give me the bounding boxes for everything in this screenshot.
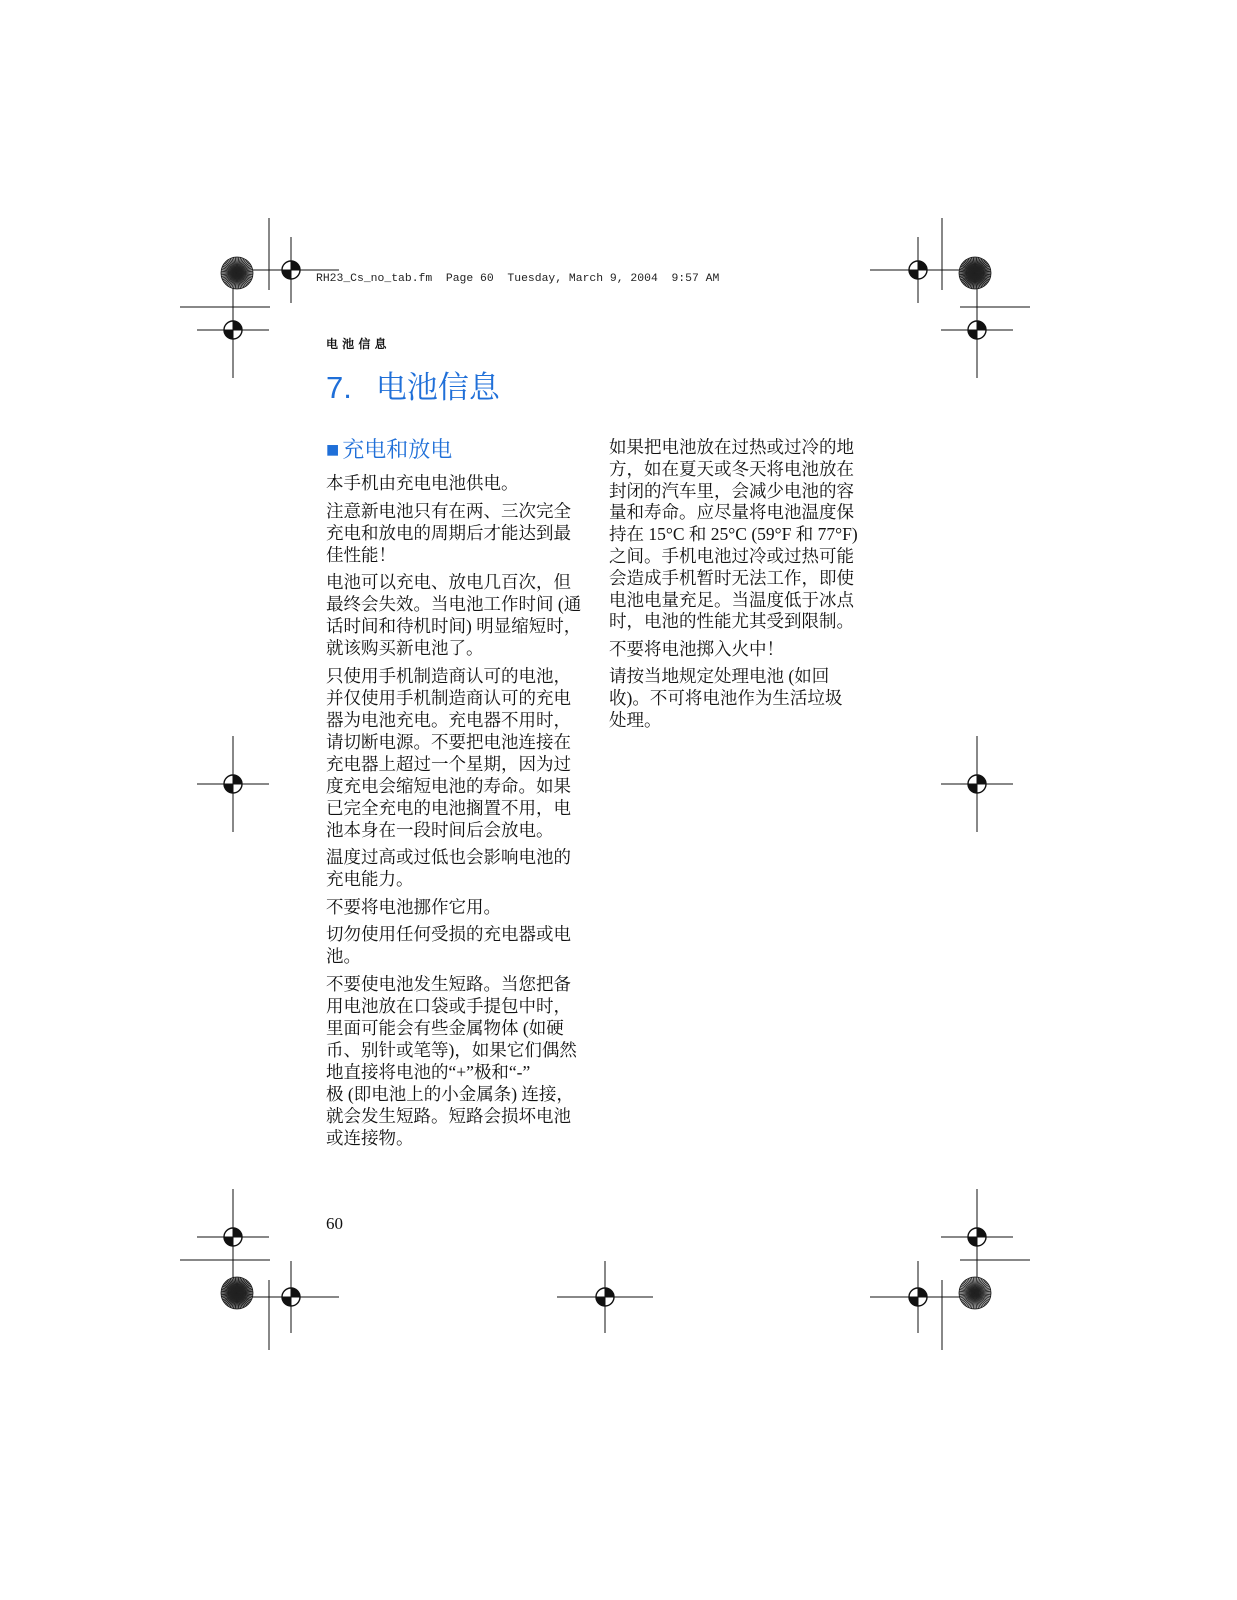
starburst-target-icon bbox=[221, 1277, 253, 1309]
registration-target-icon bbox=[197, 282, 269, 378]
paragraph bbox=[609, 666, 881, 731]
paragraph-line: 充电能力。 bbox=[326, 869, 414, 889]
registration-target-icon bbox=[197, 1189, 269, 1285]
paragraph-line: 会造成手机暂时无法工作，即使 bbox=[609, 567, 854, 588]
paragraph-line: 切勿使用任何受损的充电器或电 bbox=[326, 924, 571, 944]
paragraph-line: 话时间和待机时间) 明显缩短时， bbox=[326, 616, 582, 636]
paragraph-line: 充电器上超过一个星期，因为过 bbox=[326, 753, 571, 774]
paragraph-line: 就会发生短路。短路会损坏电池 bbox=[326, 1105, 571, 1126]
starburst-target-icon bbox=[221, 257, 253, 289]
paragraph-line: 温度过高或过低也会影响电池的 bbox=[326, 847, 571, 867]
paragraph-line: 如果把电池放在过热或过冷的地 bbox=[609, 437, 854, 457]
paragraph bbox=[326, 896, 598, 918]
registration-target-icon bbox=[197, 736, 269, 832]
paragraph-line: 已完全充电的电池搁置不用，电 bbox=[326, 797, 571, 818]
paragraph-line: 度充电会缩短电池的寿命。如果 bbox=[326, 775, 571, 796]
paragraph-line: 器为电池充电。充电器不用时， bbox=[326, 709, 571, 730]
paragraph bbox=[609, 437, 881, 633]
chapter-title-text: 电池信息 bbox=[375, 370, 500, 405]
paragraph-line: 池。 bbox=[326, 946, 361, 966]
paragraph-line: 不要将电池掷入火中！ bbox=[609, 638, 784, 659]
paragraph-line: 用电池放在口袋或手提包中时， bbox=[326, 995, 571, 1016]
paragraph-line: 地直接将电池的“+”极和“-” bbox=[326, 1061, 531, 1082]
paragraph bbox=[326, 472, 598, 494]
paragraph-line: 充电和放电的周期后才能达到最 bbox=[326, 522, 571, 543]
registration-target-icon bbox=[243, 237, 339, 303]
paragraph-line: 注意新电池只有在两、三次完全 bbox=[326, 500, 571, 521]
paragraph-line: 时，电池的性能尤其受到限制。 bbox=[609, 611, 854, 632]
page-number: 60 bbox=[326, 1214, 343, 1233]
paragraph-line: 里面可能会有些金属物体 (如硬 bbox=[326, 1017, 564, 1038]
section-title: 充电和放电 bbox=[342, 437, 453, 462]
registration-target-icon bbox=[941, 736, 1013, 832]
paragraph-line: 不要使电池发生短路。当您把备 bbox=[326, 973, 571, 994]
chapter-title bbox=[326, 368, 500, 408]
registration-target-icon bbox=[941, 282, 1013, 378]
registration-target-icon bbox=[243, 1261, 339, 1333]
paragraph-line: 量和寿命。应尽量将电池温度保 bbox=[609, 502, 854, 523]
section-marker-icon: ■ bbox=[326, 437, 340, 462]
left-column bbox=[326, 472, 598, 1154]
paragraph bbox=[326, 665, 598, 841]
paragraph-line: 就该购买新电池了。 bbox=[326, 638, 484, 658]
right-column bbox=[609, 437, 881, 737]
paragraph-line: 处理。 bbox=[609, 709, 662, 730]
paragraph-line: 或连接物。 bbox=[326, 1127, 414, 1148]
starburst-target-icon bbox=[959, 1277, 991, 1309]
paragraph-line: 电池电量充足。当温度低于冰点 bbox=[609, 589, 854, 610]
paragraph-line: 之间。手机电池过冷或过热可能 bbox=[609, 545, 854, 566]
paragraph-line: 极 (即电池上的小金属条) 连接， bbox=[326, 1083, 574, 1104]
paragraph-line: 持在 15°C 和 25°C (59°F 和 77°F) bbox=[609, 524, 858, 545]
paragraph bbox=[609, 639, 881, 661]
paragraph-line: 请按当地规定处理电池 (如回 bbox=[609, 665, 830, 686]
paragraph-line: 不要将电池挪作它用。 bbox=[326, 896, 501, 917]
registration-target-icon bbox=[870, 237, 966, 303]
starburst-target-icon bbox=[959, 257, 991, 289]
paragraph bbox=[326, 973, 598, 1149]
registration-target-icon bbox=[557, 1261, 653, 1333]
paragraph-line: 只使用手机制造商认可的电池， bbox=[326, 665, 571, 686]
paragraph-line: 并仅使用手机制造商认可的充电 bbox=[326, 687, 571, 708]
paragraph-line: 方，如在夏天或冬天将电池放在 bbox=[609, 458, 854, 479]
paragraph bbox=[326, 846, 598, 890]
section-heading bbox=[326, 437, 452, 463]
registration-target-icon bbox=[941, 1189, 1013, 1285]
paragraph-line: 币、别针或笔等)，如果它们偶然 bbox=[326, 1039, 577, 1060]
paragraph-line: 本手机由充电电池供电。 bbox=[326, 473, 519, 493]
paragraph-line: 收)。不可将电池作为生活垃圾 bbox=[609, 687, 843, 708]
print-slug-header: RH23_Cs_no_tab.fm Page 60 Tuesday, March 9, 2004 9:57 AM bbox=[316, 273, 720, 285]
chapter-number: 7. bbox=[326, 370, 352, 405]
running-header: 电 池 信 息 bbox=[326, 337, 387, 351]
paragraph bbox=[326, 571, 598, 659]
paragraph-line: 佳性能！ bbox=[326, 544, 396, 565]
paragraph-line: 电池可以充电、放电几百次，但 bbox=[326, 572, 571, 592]
paragraph-line: 池本身在一段时间后会放电。 bbox=[326, 819, 554, 840]
paragraph bbox=[326, 500, 598, 566]
paragraph-line: 请切断电源。不要把电池连接在 bbox=[326, 731, 571, 752]
paragraph bbox=[326, 923, 598, 967]
paragraph-line: 最终会失效。当电池工作时间 (通 bbox=[326, 594, 582, 614]
paragraph-line: 封闭的汽车里，会减少电池的容 bbox=[609, 480, 854, 501]
registration-target-icon bbox=[870, 1261, 966, 1333]
